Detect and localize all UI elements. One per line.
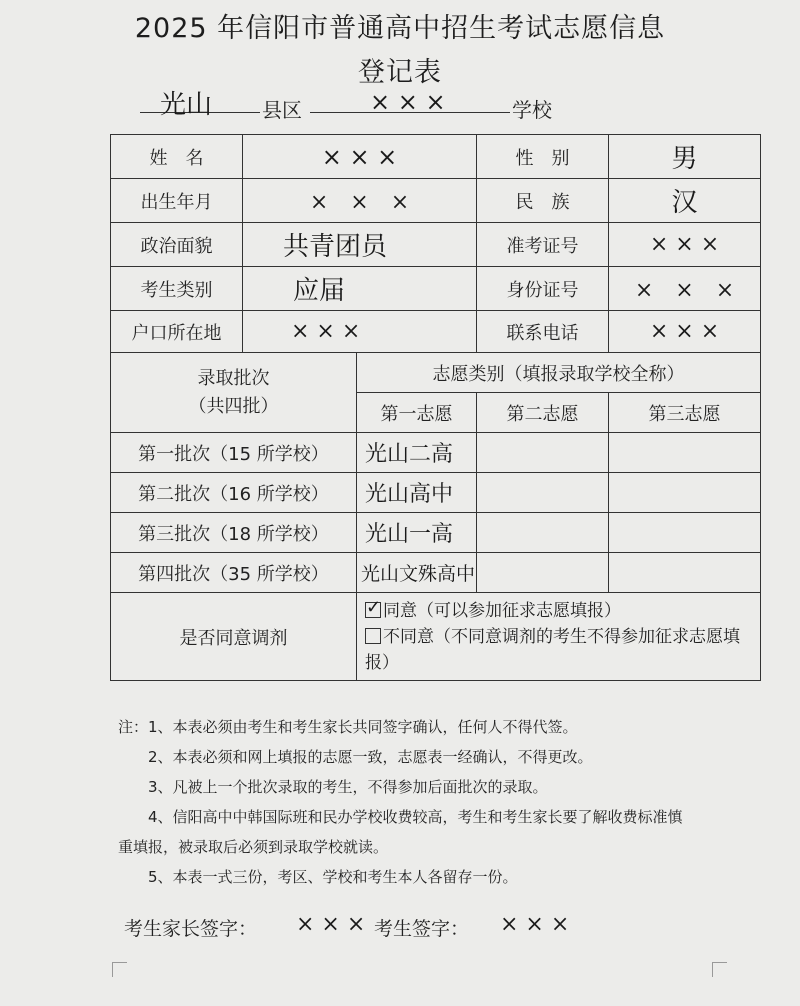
batch-3-second-choice (477, 513, 609, 553)
batch-4-first-choice: 光山文殊高中 (357, 553, 477, 593)
note-4-continued: 重填报，被录取后必须到录取学校就读。 (118, 838, 389, 856)
notes-section (118, 712, 778, 892)
category-label: 考生类别 (111, 267, 243, 311)
batch-1-third-choice (609, 433, 761, 473)
batch-2-first-choice: 光山高中 (357, 473, 477, 513)
county-value: 光山 (160, 90, 213, 120)
political-value: 共青团员 (243, 223, 477, 267)
corner-mark-right (712, 962, 727, 977)
exam-no-value: × × × (609, 223, 761, 267)
disagree-checkbox[interactable] (365, 628, 381, 644)
name-value: × × × (243, 135, 477, 179)
batch-1-first-choice: 光山二高 (357, 433, 477, 473)
batch-3-label: 第三批次（18 所学校） (111, 513, 357, 553)
batch-1-second-choice (477, 433, 609, 473)
batch-4-second-choice (477, 553, 609, 593)
gender-label: 性 别 (477, 135, 609, 179)
adjustment-options (357, 593, 761, 681)
ethnicity-value: 汉 (609, 179, 761, 223)
gender-value: 男 (609, 135, 761, 179)
adjustment-label: 是否同意调剂 (111, 593, 357, 681)
phone-label: 联系电话 (477, 311, 609, 353)
batch-header-cell (111, 353, 357, 433)
id-label: 身份证号 (477, 267, 609, 311)
political-label: 政治面貌 (111, 223, 243, 267)
batch-1-label: 第一批次（15 所学校） (111, 433, 357, 473)
student-signature-label: 考生签字： (374, 918, 470, 940)
note-2: 2、本表必须和网上填报的志愿一致，志愿表一经确认，不得更改。 (148, 748, 593, 766)
second-choice-header: 第二志愿 (477, 393, 609, 433)
corner-mark-left (112, 962, 127, 977)
batch-3-first-choice: 光山一高 (357, 513, 477, 553)
name-label: 姓 名 (111, 135, 243, 179)
exam-no-label: 准考证号 (477, 223, 609, 267)
choice-category-header: 志愿类别（填报录取学校全称） (357, 353, 761, 393)
student-signature-value: × × × (500, 912, 570, 937)
form-subtitle: 登记表 (358, 57, 442, 88)
note-1: 注：1、本表必须由考生和考生家长共同签字确认，任何人不得代签。 (118, 718, 578, 736)
batch-header-sublabel: （共四批） (188, 395, 279, 417)
batch-header-label: 录取批次 (197, 367, 270, 389)
agree-checkbox[interactable] (365, 596, 382, 618)
hukou-value: × × × (243, 311, 477, 353)
checkmark-icon: ✓ (366, 596, 382, 618)
adjust-agree-option[interactable] (365, 598, 752, 624)
note-5: 5、本表一式三份，考区、学校和考生本人各留存一份。 (148, 868, 518, 886)
batch-2-third-choice (609, 473, 761, 513)
id-value: × × × (609, 267, 761, 311)
hukou-label: 户口所在地 (111, 311, 243, 353)
adjust-disagree-option[interactable] (365, 624, 752, 676)
batch-2-label: 第二批次（16 所学校） (111, 473, 357, 513)
third-choice-header: 第三志愿 (609, 393, 761, 433)
birth-label: 出生年月 (111, 179, 243, 223)
form-title: 2025 年信阳市普通高中招生考试志愿信息 (134, 13, 666, 44)
batch-3-third-choice (609, 513, 761, 553)
note-4: 4、信阳高中中韩国际班和民办学校收费较高，考生和考生家长要了解收费标准慎 (148, 808, 683, 826)
category-value: 应届 (243, 267, 477, 311)
disagree-text: 不同意（不同意调剂的考生不得参加征求志愿填报） (365, 626, 740, 673)
birth-value: × × × (243, 179, 477, 223)
first-choice-header: 第一志愿 (357, 393, 477, 433)
school-value: × × × (370, 88, 446, 116)
note-3: 3、凡被上一个批次录取的考生，不得参加后面批次的录取。 (148, 778, 548, 796)
batch-4-third-choice (609, 553, 761, 593)
ethnicity-label: 民 族 (477, 179, 609, 223)
agree-text: 同意（可以参加征求志愿填报） (383, 600, 621, 621)
batch-4-label: 第四批次（35 所学校） (111, 553, 357, 593)
batch-2-second-choice (477, 473, 609, 513)
phone-value: × × × (609, 311, 761, 353)
school-label: 学校 (512, 98, 552, 122)
registration-table (110, 134, 761, 681)
parent-signature-label: 考生家长签字： (124, 918, 258, 940)
parent-signature-value: × × × (296, 912, 366, 937)
county-label: 县区 (262, 98, 302, 122)
